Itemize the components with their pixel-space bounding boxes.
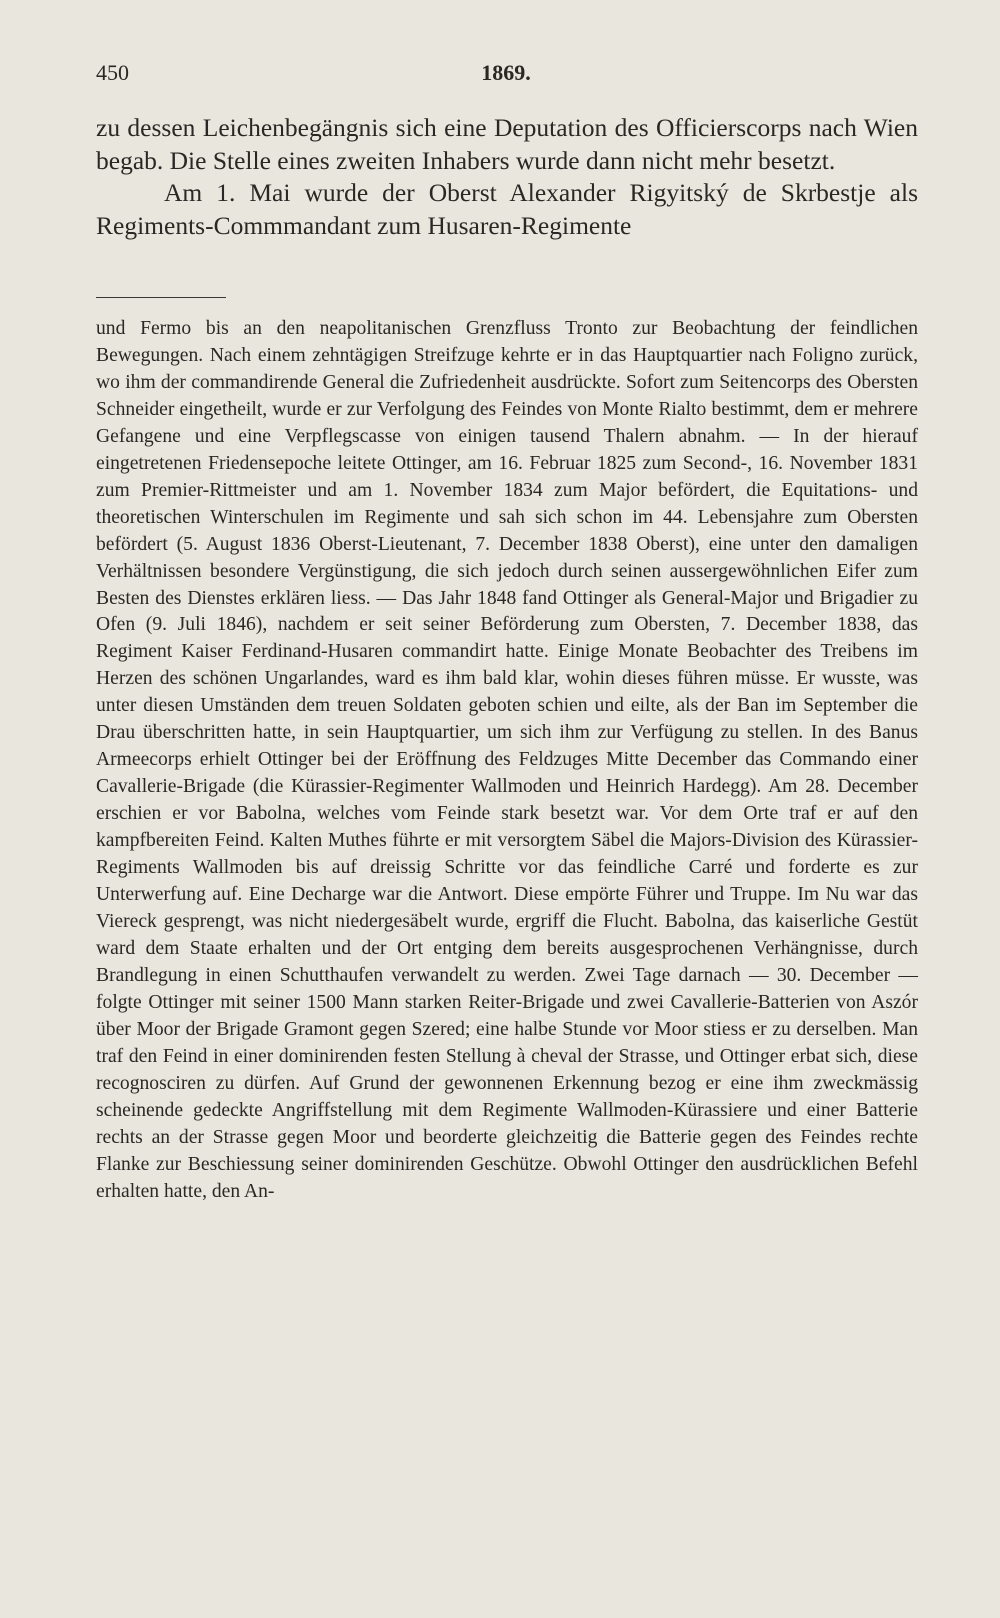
main-text [96, 112, 918, 242]
main-paragraph: zu dessen Leichenbegängnis sich eine Deputation des Officierscorps nach Wien begab. Die Stelle eines zweiten Inhabers wurde dann nicht mehr besetzt. [96, 113, 918, 175]
footnote-rule [96, 297, 226, 298]
running-head-year: 1869. [481, 60, 531, 85]
page-header [96, 60, 916, 90]
footnote-text: und Fermo bis an den neapolitanischen Grenzfluss Tronto zur Beobachtung der feindlichen Bewegungen. Nach einem zehntägigen Streifzuge kehrte er in das Hauptquartier nach Foligno zurück, wo ihm der commandirende General die Zufriedenheit ausdrückte. Sofort zum Seitencorps des Obersten Schneider eingetheilt, wurde er zur Verfolgung des Feindes von Monte Rialto bestimmt, dem er mehrere Gefangene und eine Verpflegscasse von einigen tausend Thalern abnahm. — In der hierauf eingetretenen Friedensepoche leitete Ottinger, am 16. Februar 1825 zum Second-, 16. November 1831 zum Premier-Rittmeister und am 1. November 1834 zum Major befördert, die Equitations- und theoretischen Winterschulen im Regimente und sah sich schon im 44. Lebensjahre zum Obersten befördert (5. August 1836 Oberst-Lieutenant, 7. December 1838 Oberst), eine unter den damaligen Verhältnissen besondere Vergünstigung, die sich jedoch durch seinen aussergewöhnlichen Eifer zum Besten des Dienstes erklären liess. — Das Jahr 1848 fand Ottinger als General-Major und Brigadier zu Ofen (9. Juli 1846), nachdem er seit seiner Beförderung zum Obersten, 7. December 1838, das Regiment Kaiser Ferdinand-Husaren commandirt hatte. Einige Monate Beobachter des Treibens im Herzen des schönen Ungarlandes, ward es ihm bald klar, wohin dieses führen müsse. Er wusste, was unter diesen Umständen dem treuen Soldaten geboten schien und eilte, als der Ban im September die Drau überschritten hatte, in sein Hauptquartier, um sich ihm zur Verfügung zu stellen. In des Banus Armeecorps erhielt Ottinger bei der Eröffnung des Feldzuges Mitte December das Commando einer Cavallerie-Brigade (die Kürassier-Regimenter Wallmoden und Heinrich Hardegg). Am 28. December erschien er vor Babolna, welches vom Feinde stark besetzt war. Vor dem Orte traf er auf den kampfbereiten Feind. Kalten Muthes führte er mit versorgtem Säbel die Majors-Division des Kürassier-Regiments Wallmoden bis auf dreissig Schritte vor das feindliche Carré und forderte es zur Unterwerfung auf. Eine Decharge war die Antwort. Diese empörte Führer und Truppe. Im Nu war das Viereck gesprengt, was nicht niedergesäbelt wurde, ergriff die Flucht. Babolna, das kaiserliche Gestüt ward dem Staate erhalten und der Ort entging dem bereits ausgesprochenen Verhängnisse, durch Brandlegung in einen Schutthaufen verwandelt zu werden. Zwei Tage darnach — 30. December — folgte Ottinger mit seiner 1500 Mann starken Reiter-Brigade und zwei Cavallerie-Batterien von Aszór über Moor der Brigade Gramont gegen Szered; eine halbe Stunde vor Moor stiess er zu derselben. Man traf den Feind in einer dominirenden festen Stellung à cheval der Strasse, und Ottinger erbat sich, diese recognosciren zu dürfen. Auf Grund der gewonnenen Erkennung bezog er eine ihm zweckmässig scheinende gedeckte Angriffstellung mit dem Regimente Wallmoden-Kürassiere und einer Batterie rechts an der Strasse gegen Moor und beorderte gleichzeitig die Batterie gegen des Feindes rechte Flanke zur Beschiessung seiner dominirenden Geschütze. Obwohl Ottinger den ausdrücklichen Befehl erhalten hatte, den An- [96, 318, 918, 1202]
main-paragraph: Am 1. Mai wurde der Oberst Alexander Rigyitský de Skrbestje als Regiments-Commmandant zum Husaren-Regimente [96, 178, 918, 240]
page-number: 450 [96, 60, 129, 85]
footnote [96, 316, 918, 1205]
